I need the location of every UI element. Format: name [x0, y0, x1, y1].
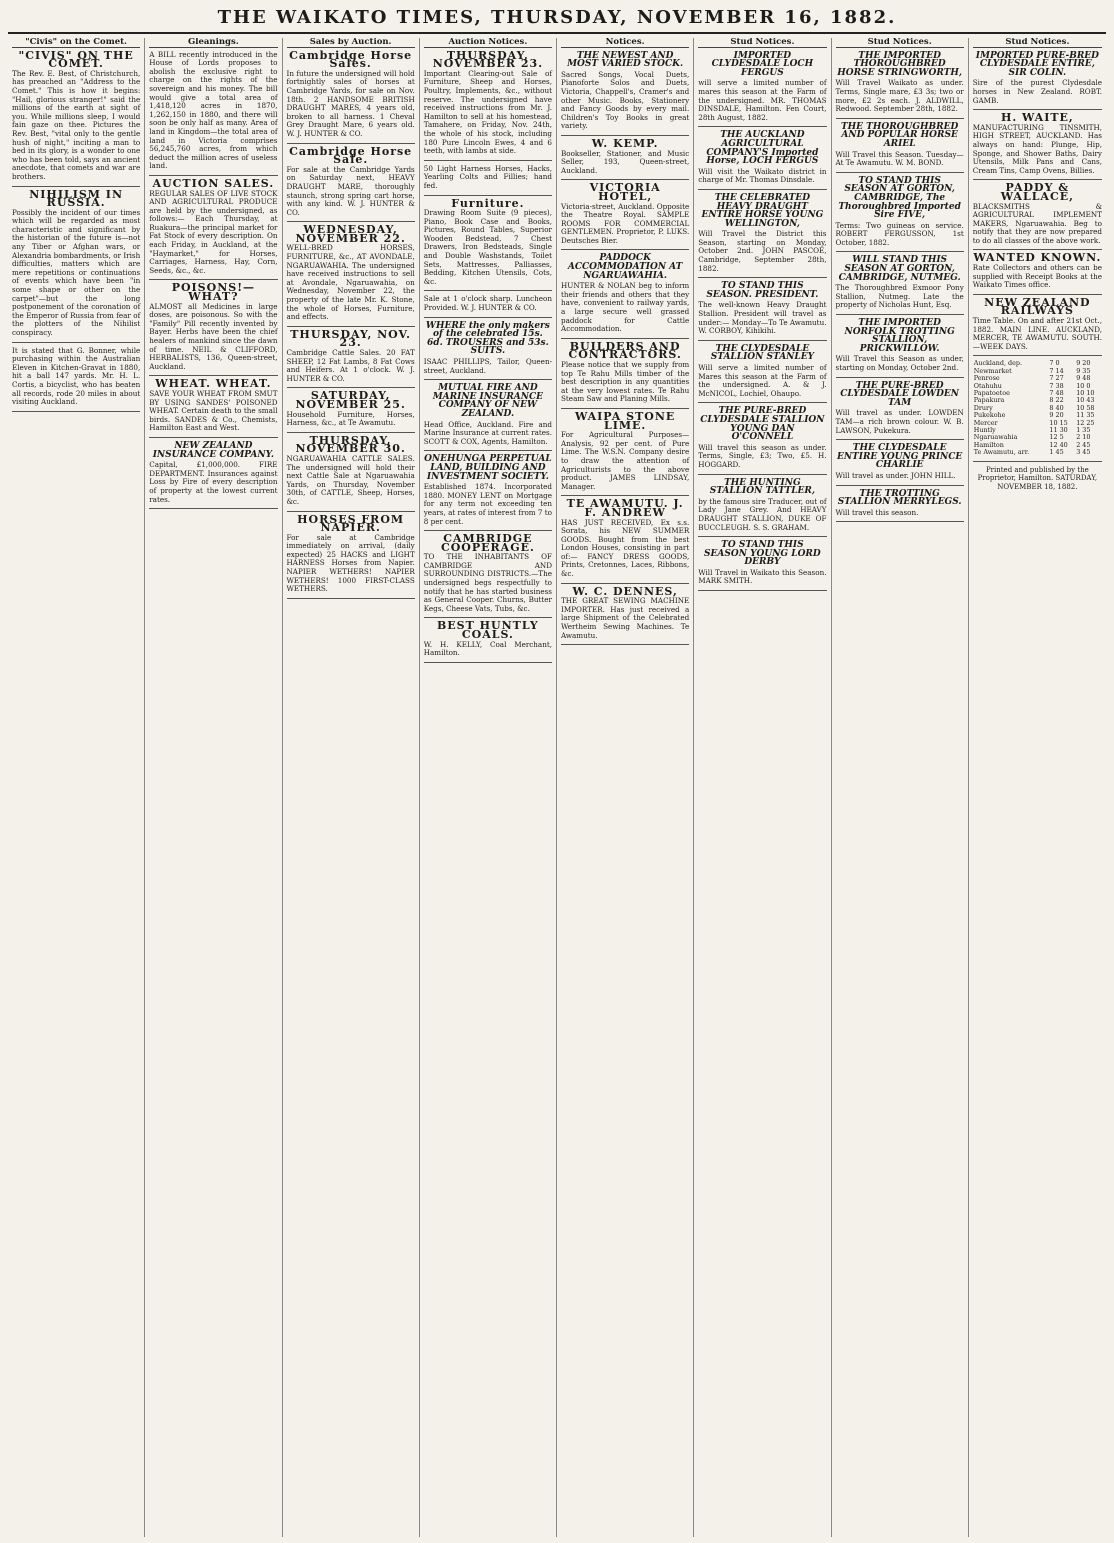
column-header: Auction Notices.	[424, 38, 552, 48]
column-header: Stud Notices.	[973, 38, 1102, 48]
article-body: Please notice that we supply from top Te Rahu Mills timber of the best description in any quantities at the very lowest rates. Te Rahu Steam Saw and Planing Mills.	[561, 360, 690, 404]
divider-rule	[836, 439, 964, 440]
divider-rule	[149, 508, 277, 509]
divider-rule	[287, 143, 415, 144]
timetable-cell: 12 5	[1049, 433, 1064, 442]
article-body: The Thoroughbred Exmoor Pony Stallion, Nutmeg. Late the property of Nicholas Hunt, Esq.	[835, 283, 964, 310]
column-header: Stud Notices.	[698, 38, 826, 48]
article-title: THE PURE-BRED CLYDESDALE STALLION YOUNG DAN O'CONNELL	[700, 406, 825, 443]
timetable-cell: 10 58	[1076, 403, 1095, 412]
article-title: PADDY & WALLACE,	[1000, 181, 1074, 203]
article-title: WANTED KNOWN.	[973, 251, 1102, 265]
timetable-cell: Huntly	[973, 426, 996, 435]
divider-rule	[698, 590, 826, 591]
divider-rule	[561, 644, 689, 645]
column-4	[420, 38, 557, 1537]
divider-rule	[149, 375, 277, 376]
article-body: Bookseller, Stationer, and Music Seller, 193, Queen-street, Auckland.	[561, 148, 690, 175]
article-title: NEW ZEALAND RAILWAYS	[984, 295, 1091, 318]
article-title: TO STAND THIS SEASON AT GORTON, CAMBRIDGE, The Thoroughbred Imported Sire FIVE,	[838, 175, 961, 221]
divider-rule	[12, 342, 140, 343]
article-title: PADDOCK ACCOMMODATION AT NGARUAWAHIA.	[567, 253, 683, 281]
timetable-row	[973, 449, 1102, 456]
timetable-cell: Te Awamutu, arr.	[973, 448, 1030, 457]
article-body: A BILL recently introduced in the House of Lords proposes to abolish the exclusive right to charge on the rights of the sovereign and his money. The bill would give a total area of 1,418,120 acres in 1870, 1,262,150 in 1880, and there will soon be only half as many. Area of land in Kingdom—the total area of land in Victoria comprises 56,245,760 acres, from which deduct the million acres of useless land.	[149, 49, 278, 171]
article-body: BLACKSMITHS & AGRICULTURAL IMPLEMENT MAKERS, Ngaruawahia. Beg to notify that they are now prepared to do all classes of the above work.	[972, 201, 1102, 245]
divider-rule	[561, 249, 689, 250]
article-title: THURSDAY, NOVEMBER 30.	[295, 433, 406, 456]
article-body: Time Table. On and after 21st Oct., 1882. MAIN LINE. AUCKLAND, MERCER, TE AWAMUTU. SOUTH.—WEEK DAYS.	[972, 316, 1102, 351]
timetable-cell: 8 40	[1049, 403, 1064, 412]
article-body: The well-known Heavy Draught Stallion. President will travel as under:— Monday—To Te Awamutu. W. CORBOY, Kihikihi.	[698, 300, 827, 336]
article-title: HORSES FROM NAPIER.	[297, 512, 405, 535]
divider-rule	[287, 511, 415, 512]
article-body: NGARUAWAHIA CATTLE SALES. The undersigned will hold their next Cattle Sale at Ngaruawahia Yards, on Thursday, November 30th, of CATTLE, Sheep, Horses, &c.	[286, 453, 415, 506]
timetable-cell: 10 0	[1076, 381, 1091, 390]
article-title: THURSDAY, NOVEMBER 23.	[432, 48, 544, 71]
timetable-cell: Drury	[973, 403, 993, 412]
timetable-cell: 7 48	[1049, 389, 1064, 398]
timetable-cell: Auckland, dep.	[973, 359, 1023, 368]
divider-rule	[149, 279, 277, 280]
divider-rule	[424, 160, 552, 161]
divider-rule	[836, 485, 964, 486]
article-body: Will travel as under. LOWDEN TAM—a rich brown colour. W. B. LAWSON, Pukekura.	[835, 408, 964, 435]
article-body: Capital, £1,000,000. FIRE DEPARTMENT. Insurances against Loss by Fire of every description of property at the lowest current rates.	[149, 460, 278, 504]
article-title: SATURDAY, NOVEMBER 25.	[295, 389, 406, 411]
divider-rule	[287, 387, 415, 388]
divider-rule	[424, 379, 552, 380]
article-body: will serve a limited number of mares this season at the Farm of the undersigned. MR. THOMAS DINSDALE, Hamilton. Fen Court, 28th August, 1882.	[698, 78, 827, 122]
article-body: W. H. KELLY, Coal Merchant, Hamilton.	[423, 639, 552, 658]
timetable-cell: 2 45	[1076, 440, 1091, 449]
article-body: For Agricultural Purposes—Analysis, 92 per cent. of Pure Lime. The W.S.N. Company desire to draw the attention of Agriculturists to the above product. JAMES LINDSAY, Manager.	[561, 430, 690, 491]
article-title: THE CLYDESDALE ENTIRE YOUNG PRINCE CHARLIE	[836, 443, 963, 471]
column-header: "Civis" on the Comet.	[12, 38, 140, 48]
timetable-cell: Penrose	[973, 374, 1000, 383]
article-body: Rate Collectors and others can be supplied with Receipt Books at the Waikato Times office.	[972, 263, 1102, 290]
article-body: Will visit the Waikato district in charge of Mr. Thomas Dinsdale.	[698, 166, 827, 185]
article-body: by the famous sire Traducer, out of Lady Jane Grey. And HEAVY DRAUGHT STALLION, DUKE OF BUCCLEUGH. S. S. GRAHAM.	[698, 496, 827, 532]
timetable-cell: Pukekohe	[973, 411, 1006, 420]
article-body: Terms: Two guineas on service. ROBERT FERGUSSON, 1st October, 1882.	[835, 220, 964, 247]
article-title: THE CELEBRATED HEAVY DRAUGHT ENTIRE HORSE YOUNG WELLINGTON,	[701, 192, 824, 229]
article-body: TO THE INHABITANTS OF CAMBRIDGE AND SURROUNDING DISTRICTS.—The undersigned begs respectfully to notify that he has started business as General Cooper. Churns, Butter Kegs, Cheese Vats, Tubs, &c.	[423, 552, 552, 613]
divider-rule	[973, 294, 1102, 295]
article-body: Possibly the incident of our times which will be regarded as most characteristic and significant by the historian of the future is—not any Tiber or Afghan wars, or Alexandria bombardments, or Irish difficulties, matters which are mere repetitions or continuations of events which have been "in some shape or other on the carpet"—but the long postponement of the coronation of the Emperor of Russia from fear of the plotters of the Nihilist conspiracy.	[12, 207, 141, 337]
article-body: Established 1874. Incorporated 1880. MONEY LENT on Mortgage for any term not exceeding ten years, at rates of interest from 7 to 8 per cent.	[423, 482, 552, 526]
article-title: THE AUCKLAND AGRICULTURAL COMPANY'S Imported Horse, LOCH FERGUS	[706, 130, 819, 167]
divider-rule	[973, 355, 1102, 356]
article-body: SAVE YOUR WHEAT FROM SMUT BY USING SANDES' POISONED WHEAT. Certain death to the small birds. SANDES & Co., Chemists, Hamilton East and West.	[149, 388, 278, 433]
timetable-cell: 1 45	[1049, 448, 1064, 457]
divider-rule	[561, 338, 689, 339]
article-title: THE NEWEST AND MOST VARIED STOCK.	[567, 50, 684, 70]
column-7	[832, 38, 969, 1537]
divider-rule	[561, 135, 689, 136]
article-body: ISAAC PHILLIPS, Tailor, Queen-street, Auckland.	[423, 357, 552, 375]
article-title: WHEAT. WHEAT.	[155, 377, 272, 391]
divider-rule	[973, 179, 1102, 180]
timetable-cell: 11 35	[1076, 411, 1095, 420]
article-title: AUCTION SALES.	[152, 176, 275, 190]
article-title: WHERE the only makers of the celebrated 15s. 6d. TROUSERS and 53s. SUITS.	[425, 320, 550, 357]
column-3	[283, 38, 420, 1537]
timetable-cell: 9 20	[1049, 411, 1064, 420]
timetable-cell: Ngaruawahia	[973, 433, 1018, 442]
article-title: ONEHUNGA PERPETUAL LAND, BUILDING AND INVESTMENT SOCIETY.	[424, 454, 552, 482]
article-title: WEDNESDAY, NOVEMBER 22.	[295, 223, 406, 245]
timetable-cell: 12 40	[1049, 440, 1068, 449]
article-title: TE AWAMUTU. J. F. ANDREW	[566, 497, 684, 519]
divider-rule	[287, 432, 415, 433]
article-title: IMPORTED PURE-BRED CLYDESDALE ENTIRE, SIR COLIN.	[975, 50, 1099, 78]
article-body: Will Travel the District this Season, starting on Monday, October 2nd. JOHN PASCOE, Cambridge, September 28th, 1882.	[698, 229, 827, 273]
article-body: Sire of the purest Clydesdale horses in New Zealand. ROBT. GAMB.	[972, 78, 1102, 105]
divider-rule	[836, 172, 964, 173]
article-title: POISONS!—WHAT?	[171, 281, 256, 304]
timetable-cell: Hamilton	[973, 440, 1004, 449]
timetable-cell: 10 15	[1049, 418, 1068, 427]
masthead: THE WAIKATO TIMES, THURSDAY, NOVEMBER 16, 1882.	[8, 6, 1106, 34]
article-title: CAMBRIDGE COOPERAGE.	[440, 532, 535, 554]
timetable-cell: 7 14	[1049, 366, 1064, 375]
divider-rule	[836, 251, 964, 252]
divider-rule	[836, 377, 964, 378]
divider-rule	[973, 249, 1102, 250]
divider-rule	[561, 583, 689, 584]
article-body: REGULAR SALES OF LIVE STOCK AND AGRICULTURAL PRODUCE are held by the undersigned, as follows:— Each Thursday, at Ruakura—the principal market for Fat Stock of every description. On each Friday, in Auckland, at the "Haymarket," for Horses, Carriages, Harness, Hay, Corn, Seeds, &c., &c.	[149, 188, 278, 275]
article-title: Cambridge Horse Sales.	[289, 48, 413, 71]
article-body: WELL-BRED HORSES, FURNITURE, &c., AT AVONDALE, NGARUAWAHIA. The undersigned have received instructions to sell at Avondale, Ngaruawahia, on Wednesday, November 22, the property of the late Mr. K. Stone, the whole of Horses, Furniture, and effects.	[286, 243, 415, 322]
timetable-cell: Otahuhu	[973, 381, 1002, 390]
divider-rule	[287, 326, 415, 327]
article-title: "CIVIS" ON THE COMET.	[18, 48, 134, 71]
divider-rule	[424, 530, 552, 531]
divider-rule	[836, 118, 964, 119]
article-title: TO STAND THIS SEASON. PRESIDENT.	[706, 281, 819, 300]
article-title: THE IMPORTED NORFOLK TROTTING STALLION, PRICKWILLOW.	[844, 318, 955, 354]
article-title: MUTUAL FIRE AND MARINE INSURANCE COMPANY OF NEW ZEALAND.	[432, 383, 544, 419]
timetable-cell: 9 48	[1076, 374, 1091, 383]
divider-rule	[287, 598, 415, 599]
divider-rule	[698, 402, 826, 403]
divider-rule	[698, 277, 826, 278]
article-title: VICTORIA HOTEL,	[589, 181, 661, 203]
article-title: IMPORTED CLYDESDALE LOCH FERGUS	[711, 50, 814, 78]
divider-rule	[561, 179, 689, 180]
article-body: For sale at Cambridge immediately on arrival, (daily expected) 25 HACKS and LIGHT HARNESS Horses from Napier. NAPIER WETHERS! NAPIER WETHERS! 1000 FIRST-CLASS WETHERS.	[286, 532, 415, 594]
article-title: TO STAND THIS SEASON YOUNG LORD DERBY	[704, 540, 821, 568]
article-body: Will travel this season as under. Terms, Single, £3; Two, £5. H. HOGGARD.	[698, 442, 827, 469]
divider-rule	[698, 474, 826, 475]
article-body: It is stated that G. Bonner, while purchasing within the Australian Eleven in Kitchen-Gravat in 1880, hit a ball 147 yards. Mr. H. L. Cortis, a bicyclist, who has beaten all records, rode 20 miles in about visiting Auckland.	[12, 345, 141, 407]
timetable-cell: Papatoetoe	[973, 389, 1010, 398]
column-header: Stud Notices.	[836, 38, 964, 48]
article-body: 50 Light Harness Horses, Hacks, Yearling Colts and Fillies; hand fed.	[423, 163, 552, 190]
divider-rule	[424, 617, 552, 618]
article-body: Will Travel this Season. Tuesday—At Te Awamutu. W. M. BOND.	[835, 149, 964, 168]
timetable-cell: Newmarket	[973, 366, 1012, 375]
timetable-cell: Mercer	[973, 418, 998, 427]
article-title: THE THOROUGHBRED AND POPULAR HORSE ARIEL	[840, 121, 959, 149]
divider-rule	[836, 314, 964, 315]
divider-rule	[561, 495, 689, 496]
article-body: Household Furniture, Horses, Harness, &c., at Te Awamutu.	[286, 409, 415, 428]
article-title: THE IMPORTED THOROUGHBRED HORSE STRINGWORTH,	[837, 50, 962, 78]
timetable-cell: 7 0	[1049, 359, 1060, 368]
divider-rule	[698, 536, 826, 537]
divider-rule	[698, 189, 826, 190]
divider-rule	[698, 340, 826, 341]
article-title: W. KEMP.	[591, 136, 659, 150]
timetable-cell: 10 10	[1076, 389, 1095, 398]
article-body: Will Travel this Season as under, starting on Monday, October 2nd.	[835, 354, 964, 372]
divider-rule	[424, 662, 552, 663]
article-body: Head Office, Auckland. Fire and Marine Insurance at current rates. SCOTT & COX, Agents, Hamilton.	[423, 419, 552, 446]
article-title: WAIPA STONE LIME.	[574, 409, 676, 432]
article-body: Will travel this season.	[835, 507, 919, 517]
article-body: Victoria-street, Auckland. Opposite the Theatre Royal. SAMPLE ROOMS FOR COMMERCIAL GENTLEMEN. Proprietor, P. LUKS. Deutsches Bier.	[561, 201, 690, 245]
article-body: In future the undersigned will hold fortnightly sales of horses at Cambridge Yards, for sale on Nov. 18th. 2 HANDSOME BRITISH DRAUGHT MARES, 4 years old, broken to all harness. 1 Cheval Grey Draught Mare, 6 years old. W. J. HUNTER & CO.	[286, 68, 415, 138]
timetable-cell: 11 30	[1049, 426, 1068, 435]
divider-rule	[149, 175, 277, 176]
article-body: Sale at 1 o'clock sharp. Luncheon Provided. W. J. HUNTER & CO.	[423, 294, 552, 313]
divider-rule	[287, 221, 415, 222]
column-5	[557, 38, 694, 1537]
article-title: WILL STAND THIS SEASON AT GORTON, CAMBRIDGE, NUTMEG.	[838, 255, 961, 283]
timetable-cell: 10 43	[1076, 396, 1095, 405]
timetable-cell: Papakura	[973, 396, 1005, 405]
imprint-footer: Printed and published by the Proprietor, Hamilton. SATURDAY, NOVEMBER 18, 1882.	[977, 465, 1098, 491]
article-body: Will Travel Waikato as under. Terms, Single mare, £3 3s; two or more, £2 2s each. J. ALDWILL, Redwood. September 28th, 1882.	[835, 78, 964, 114]
article-body: The Rev. E. Best, of Christchurch, has preached an "Address to the Comet." This is how it begins: "Hail, glorious stranger!" said the millions of the earth at sight of you. While millions sleep, I would fain gaze on thee. Pictures the Rev. Best, "vital only to the gentle hush of night," inciting a man to bed in its glory, is a wonder to one who has been told, says an ancient anecdote, that comets and war are brothers.	[12, 68, 141, 181]
divider-rule	[424, 290, 552, 291]
article-title: NIHILISM IN RUSSIA.	[29, 187, 124, 210]
article-body: Important Clearing-out Sale of Furniture, Sheep and Horses, Poultry, Implements, &c., without reserve. The undersigned have received instructions from Mr. J. Hamilton to sell at his homestead, Tamahere, on Friday, Nov. 24th, the whole of his stock, including 180 Pure Lincoln Ewes, 4 and 6 teeth, with lambs at side.	[423, 68, 552, 156]
divider-rule	[424, 450, 552, 451]
article-title: Cambridge Horse Sale.	[289, 144, 413, 167]
article-body: Will Travel in Waikato this Season. MARK SMITH.	[698, 567, 827, 586]
divider-rule	[12, 186, 140, 187]
article-body: THE GREAT SEWING MACHINE IMPORTER. Has just received a large Shipment of the Celebrated Wertheim Sewing Machines. Te Awamutu.	[561, 596, 690, 640]
timetable-cell: 7 27	[1049, 374, 1064, 383]
article-title: BEST HUNTLY COALS.	[437, 619, 539, 642]
divider-rule	[424, 195, 552, 196]
divider-rule	[149, 437, 277, 438]
article-title: Furniture.	[451, 196, 525, 210]
article-title: NEW ZEALAND INSURANCE COMPANY.	[152, 440, 275, 460]
article-body: HAS JUST RECEIVED, Ex s.s. Sorata, his NEW SUMMER GOODS. Bought from the best London Houses, consisting in part of:— FANCY DRESS GOODS, Prints, Cretonnes, Laces, Ribbons, &c.	[561, 517, 690, 579]
column-8	[969, 38, 1106, 1537]
article-title: THE CLYDESDALE STALLION STANLEY	[710, 343, 815, 363]
railway-timetable	[973, 360, 1102, 456]
article-body: ALMOST all Medicines in large doses, are poisonous. So with the "Family" Pill recently invented by Bayer. Herbs have been the chief healers of mankind since the dawn of time. NEIL & CLIFFORD, HERBALISTS, 136, Queen-street, Auckland.	[149, 301, 278, 371]
article-body: Will travel as under. JOHN HILL.	[835, 470, 956, 480]
divider-rule	[836, 521, 964, 522]
divider-rule	[424, 317, 552, 318]
article-title: THURSDAY, NOV. 23.	[290, 327, 411, 350]
article-body: Sacred Songs, Vocal Duets, Pianoforte Solos and Duets, Victoria, Chappell's, Cramer's and other Music. Books, Stationery and Fancy Goods by every mail. Children's Toy Books in great variety.	[561, 69, 690, 131]
timetable-cell: 1 35	[1076, 426, 1091, 435]
article-title: W. C. DENNES,	[572, 584, 678, 598]
column-header: Notices.	[561, 38, 689, 48]
article-title: H. WAITE,	[1000, 111, 1074, 125]
timetable-cell: 9 35	[1076, 366, 1091, 375]
column-2	[145, 38, 282, 1537]
article-title: BUILDERS AND CONTRACTORS.	[568, 339, 682, 362]
article-body: For sale at the Cambridge Yards on Saturday next, HEAVY DRAUGHT MARE, thoroughly staunch, strong spring cart horse, with any kind. W. J. HUNTER & CO.	[286, 164, 415, 217]
article-body: Cambridge Cattle Sales. 20 FAT SHEEP, 12 Fat Lambs, 8 Fat Cows and Heifers. At 1 o'clock. W. J. HUNTER & CO.	[286, 348, 415, 383]
article-title: THE TROTTING STALLION MERRYLEGS.	[837, 488, 962, 508]
column-6	[694, 38, 831, 1537]
article-title: THE HUNTING STALLION TATTLER,	[709, 477, 816, 497]
divider-rule	[561, 408, 689, 409]
article-title: THE PURE-BRED CLYDESDALE LOWDEN TAM	[840, 380, 960, 408]
divider-rule	[698, 126, 826, 127]
timetable-cell: 8 22	[1049, 396, 1064, 405]
timetable-cell: 9 20	[1076, 359, 1091, 368]
column-header: Sales by Auction.	[287, 38, 415, 48]
timetable-cell: 7 38	[1049, 381, 1064, 390]
divider-rule	[973, 109, 1102, 110]
divider-rule	[12, 411, 140, 412]
timetable-cell: 3 45	[1076, 448, 1091, 457]
divider-rule	[973, 461, 1102, 462]
article-body: MANUFACTURING TINSMITH, HIGH STREET, AUCKLAND. Has always on hand: Plunge, Hip, Sponge, and Shower Baths, Dairy Utensils, Milk Pans and Cans, Cream Tins, Camp Ovens, Billies.	[972, 122, 1102, 175]
column-1	[8, 38, 145, 1537]
timetable-cell: 12 25	[1076, 418, 1095, 427]
timetable-cell: 2 10	[1076, 433, 1091, 442]
article-body: Will serve a limited number of Mares this season at the Farm of the undersigned. A. & J. McNICOL, Lochiel, Ohaupo.	[698, 363, 827, 398]
article-body: Drawing Room Suite (9 pieces), Piano, Book Case and Books, Pictures, Round Tables, Superior Wooden Bedstead, 7 Chest Drawers, Iron Bedsteads, Single and Double Washstands, Toilet Sets, Mattresses, Palliasses, Bedding, Kitchen Utensils, Cots, &c.	[423, 208, 552, 286]
column-header: Gleanings.	[149, 38, 277, 48]
article-body: HUNTER & NOLAN beg to inform their friends and others that they have, convenient to railway yards, a large secure well grassed paddock for Cattle Accommodation.	[561, 281, 690, 334]
